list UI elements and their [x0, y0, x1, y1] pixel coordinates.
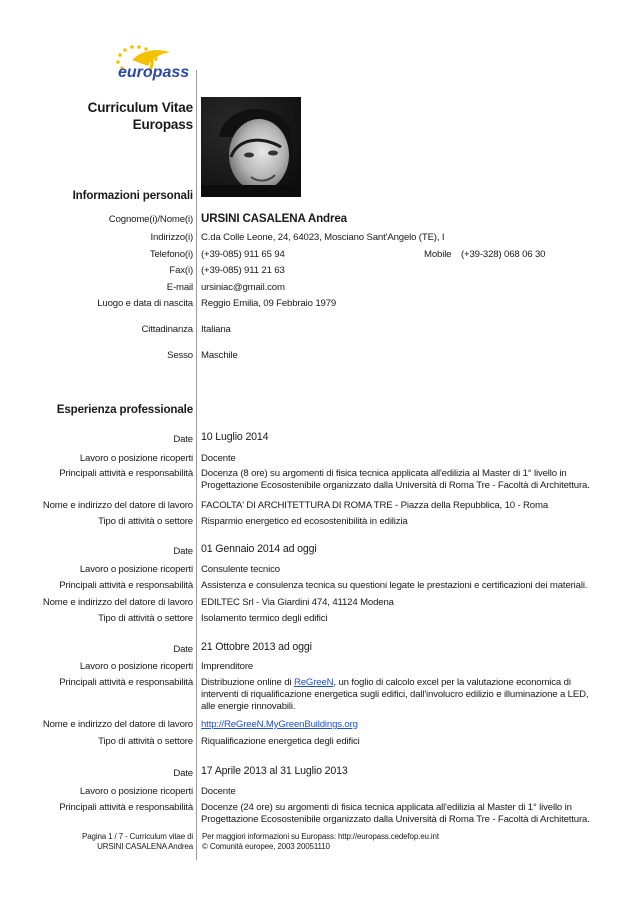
entry2-sector: Isolamento termico degli edifici — [201, 613, 328, 624]
entry3-activities-pre: Distribuzione online di — [201, 677, 294, 688]
address-label: Indirizzo(i) — [150, 232, 193, 243]
name-label: Cognome(i)/Nome(i) — [108, 214, 193, 225]
entry4-date: 17 Aprile 2013 al 31 Luglio 2013 — [201, 765, 348, 777]
entry4-activities: Docenze (24 ore) su argomenti di fisica tecnica applicata all'edilizia al Master di 1° livello in Progettazione Ecosostenibile organizzato dalla Università di Roma Tre - Facoltà di Architettura. — [201, 802, 590, 826]
entry2-date-label: Date — [173, 546, 193, 557]
mobile-label: Mobile — [424, 249, 452, 260]
entry1-position-label: Lavoro o posizione ricoperti — [79, 453, 193, 464]
birth-value: Reggio Emilia, 09 Febbraio 1979 — [201, 298, 337, 309]
cv-title-line2: Europass — [132, 117, 193, 132]
europass-logo-text: europass — [118, 64, 190, 81]
entry2-activities-label: Principali attività e responsabilità — [59, 580, 193, 591]
entry2-position-label: Lavoro o posizione ricoperti — [79, 564, 193, 575]
profile-photo — [201, 97, 301, 197]
phone-label: Telefono(i) — [149, 249, 193, 260]
footer-page-line2: URSINI CASALENA Andrea — [97, 842, 193, 851]
entry1-position: Docente — [201, 453, 236, 464]
regreen-link[interactable]: ReGreeN — [293, 677, 334, 688]
personal-info-heading: Informazioni personali — [72, 189, 193, 202]
entry3-date-label: Date — [173, 644, 193, 655]
entry3-sector: Riqualificazione energetica degli edifici — [201, 736, 360, 747]
experience-heading: Esperienza professionale — [56, 403, 193, 416]
entry3-activities-post: , un foglio di calcolo excel per la valutazione economica di interventi di riqualificazione energetica sugli edifici, dall'involucro edilizio e illuminazione a LED, alle energie rinnovabili. — [201, 677, 589, 713]
entry1-activities-label: Principali attività e responsabilità — [59, 468, 193, 479]
entry1-date: 10 Luglio 2014 — [201, 431, 269, 443]
cv-title — [88, 99, 193, 133]
entry1-activities: Docenza (8 ore) su argomenti di fisica tecnica applicata all'edilizia al Master di 1° livello in Progettazione Ecosostenibile organizzato dalla Università di Roma Tre - Facoltà di Architettura. — [201, 468, 590, 492]
footer-europass-info — [202, 832, 439, 852]
regreen-website-link[interactable]: http://ReGreeN.MyGreenBuildings.org — [201, 719, 358, 730]
entry3-date: 21 Ottobre 2013 ad oggi — [201, 641, 312, 653]
footer-page-info — [82, 832, 193, 852]
entry2-date: 01 Gennaio 2014 ad oggi — [201, 543, 317, 555]
entry1-sector: Risparmio energetico ed ecosostenibilità in edilizia — [201, 516, 408, 527]
europass-logo — [108, 40, 218, 84]
entry4-date-label: Date — [173, 768, 193, 779]
entry2-sector-label: Tipo di attività o settore — [98, 613, 193, 624]
entry2-activities: Assistenza e consulenza tecnica su questioni legate le prestazioni e certificazioni dei materiali. — [201, 580, 588, 591]
entry1-employer: FACOLTA' DI ARCHITETTURA DI ROMA TRE - Piazza della Repubblica, 10 - Roma — [201, 500, 549, 511]
entry1-employer-label: Nome e indirizzo del datore di lavoro — [42, 500, 193, 511]
entry3-activities — [201, 677, 601, 714]
cv-title-line1: Curriculum Vitae — [87, 100, 193, 115]
portrait-image — [201, 97, 301, 197]
entry2-employer: EDILTEC Srl - Via Giardini 474, 41124 Modena — [201, 597, 394, 608]
footer-page-line1: Pagina 1 / 7 - Curriculum vitae di — [82, 832, 193, 841]
footer-info-line2: © Comunità europee, 2003 20051110 — [202, 842, 330, 851]
entry1-date-label: Date — [173, 434, 193, 445]
entry3-sector-label: Tipo di attività o settore — [98, 736, 193, 747]
entry3-employer — [201, 719, 358, 730]
fax-label: Fax(i) — [169, 265, 193, 276]
address-value: C.da Colle Leone, 24, 64023, Mosciano Sant'Angelo (TE), I — [201, 232, 445, 243]
footer-info-line1: Per maggiori informazioni su Europass: http://europass.cedefop.eu.int — [202, 832, 439, 841]
entry3-employer-label: Nome e indirizzo del datore di lavoro — [42, 719, 193, 730]
entry3-activities-label: Principali attività e responsabilità — [59, 677, 193, 688]
entry1-sector-label: Tipo di attività o settore — [98, 516, 193, 527]
name-value: URSINI CASALENA Andrea — [201, 212, 347, 225]
entry3-position: Imprenditore — [201, 661, 254, 672]
citizenship-value: Italiana — [201, 324, 231, 335]
entry2-employer-label: Nome e indirizzo del datore di lavoro — [42, 597, 193, 608]
birth-label: Luogo e data di nascita — [97, 298, 193, 309]
email-value: ursiniac@gmail.com — [201, 282, 285, 293]
email-label: E-mail — [166, 282, 193, 293]
mobile-value: (+39-328) 068 06 30 — [461, 249, 546, 260]
sex-label: Sesso — [167, 350, 193, 361]
fax-value: (+39-085) 911 21 63 — [201, 265, 285, 276]
sex-value: Maschile — [201, 350, 238, 361]
entry4-position: Docente — [201, 786, 236, 797]
entry4-position-label: Lavoro o posizione ricoperti — [79, 786, 193, 797]
entry4-activities-label: Principali attività e responsabilità — [59, 802, 193, 813]
phone-value: (+39-085) 911 65 94 — [201, 249, 285, 260]
vertical-divider — [196, 70, 197, 860]
entry3-position-label: Lavoro o posizione ricoperti — [79, 661, 193, 672]
entry2-position: Consulente tecnico — [201, 564, 280, 575]
citizenship-label: Cittadinanza — [141, 324, 193, 335]
